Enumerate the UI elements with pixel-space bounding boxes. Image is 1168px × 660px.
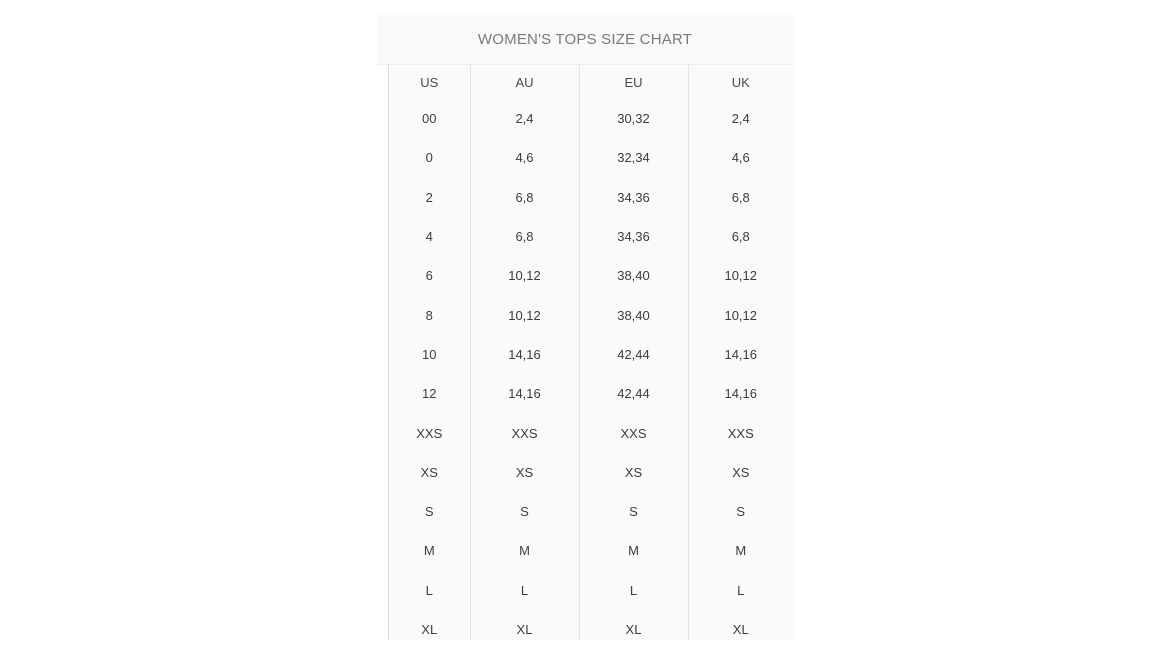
size-cell-eu: 34,36 bbox=[579, 217, 688, 256]
size-cell-eu: S bbox=[579, 492, 688, 531]
size-cell-us: 8 bbox=[425, 307, 433, 323]
table-row bbox=[389, 99, 793, 138]
table-header-row bbox=[389, 65, 793, 99]
size-cell-us: 2 bbox=[425, 189, 433, 205]
size-cell-au: 6,8 bbox=[470, 217, 579, 256]
size-cell-uk: 14,16 bbox=[688, 374, 793, 413]
table-row bbox=[389, 571, 793, 610]
size-cell-eu: 30,32 bbox=[579, 99, 688, 138]
size-cell-uk: 4,6 bbox=[688, 138, 793, 177]
size-cell-au: M bbox=[470, 531, 579, 570]
size-cell-au: 2,4 bbox=[470, 99, 579, 138]
size-cell-us: XL bbox=[421, 622, 438, 637]
size-cell-eu: XS bbox=[579, 453, 688, 492]
size-cell-eu: 32,34 bbox=[579, 138, 688, 177]
size-table bbox=[389, 65, 793, 640]
size-cell-uk: 6,8 bbox=[688, 217, 793, 256]
size-cell-us: M bbox=[423, 543, 435, 559]
size-cell-uk: 6,8 bbox=[688, 178, 793, 217]
size-cell-au: XS bbox=[470, 453, 579, 492]
table-row bbox=[389, 217, 793, 256]
table-row bbox=[389, 492, 793, 531]
table-row bbox=[389, 610, 793, 640]
size-cell-au: 10,12 bbox=[470, 256, 579, 295]
size-cell-au: L bbox=[470, 571, 579, 610]
size-cell-uk: XXS bbox=[688, 413, 793, 452]
size-cell-us: 12 bbox=[422, 386, 437, 402]
table-row bbox=[389, 453, 793, 492]
size-cell-uk: XS bbox=[688, 453, 793, 492]
size-cell-us: 00 bbox=[422, 111, 437, 127]
size-cell-us: 10 bbox=[422, 346, 437, 362]
size-chart-body bbox=[388, 65, 793, 640]
table-row bbox=[389, 295, 793, 334]
size-cell-uk: S bbox=[688, 492, 793, 531]
size-cell-au: XL bbox=[470, 610, 579, 640]
size-cell-uk: 10,12 bbox=[688, 295, 793, 334]
size-cell-eu: 42,44 bbox=[579, 335, 688, 374]
size-cell-uk: 14,16 bbox=[688, 335, 793, 374]
size-cell-eu: 38,40 bbox=[579, 295, 688, 334]
size-cell-us: 0 bbox=[425, 150, 433, 166]
size-cell-uk: 10,12 bbox=[688, 256, 793, 295]
size-cell-eu: L bbox=[579, 571, 688, 610]
size-cell-au: 14,16 bbox=[470, 335, 579, 374]
column-header-us: US bbox=[420, 74, 439, 90]
size-cell-us: XXS bbox=[416, 425, 443, 441]
size-chart-title: WOMEN'S TOPS SIZE CHART bbox=[477, 31, 693, 48]
table-row bbox=[389, 256, 793, 295]
size-cell-us: XS bbox=[420, 464, 438, 480]
size-cell-uk: XL bbox=[688, 610, 793, 640]
size-cell-au: 6,8 bbox=[470, 178, 579, 217]
size-chart-panel bbox=[377, 15, 793, 640]
size-chart-header bbox=[377, 15, 793, 65]
size-cell-au: XXS bbox=[470, 413, 579, 452]
column-header-uk: UK bbox=[688, 65, 793, 99]
table-row bbox=[389, 138, 793, 177]
size-cell-us: L bbox=[425, 582, 433, 598]
size-cell-eu: 38,40 bbox=[579, 256, 688, 295]
table-row bbox=[389, 374, 793, 413]
size-cell-au: 4,6 bbox=[470, 138, 579, 177]
size-cell-au: 10,12 bbox=[470, 295, 579, 334]
size-cell-eu: XL bbox=[579, 610, 688, 640]
table-row bbox=[389, 531, 793, 570]
size-cell-eu: XXS bbox=[579, 413, 688, 452]
column-header-eu: EU bbox=[579, 65, 688, 99]
size-cell-eu: M bbox=[579, 531, 688, 570]
size-cell-us: 6 bbox=[425, 268, 433, 284]
table-row bbox=[389, 178, 793, 217]
table-row bbox=[389, 413, 793, 452]
size-cell-uk: 2,4 bbox=[688, 99, 793, 138]
size-cell-eu: 34,36 bbox=[579, 178, 688, 217]
size-cell-us: S bbox=[424, 504, 434, 520]
size-cell-au: S bbox=[470, 492, 579, 531]
size-cell-eu: 42,44 bbox=[579, 374, 688, 413]
size-cell-us: 4 bbox=[425, 229, 433, 245]
size-cell-au: 14,16 bbox=[470, 374, 579, 413]
size-cell-uk: M bbox=[688, 531, 793, 570]
size-cell-uk: L bbox=[688, 571, 793, 610]
column-header-au: AU bbox=[470, 65, 579, 99]
table-row bbox=[389, 335, 793, 374]
